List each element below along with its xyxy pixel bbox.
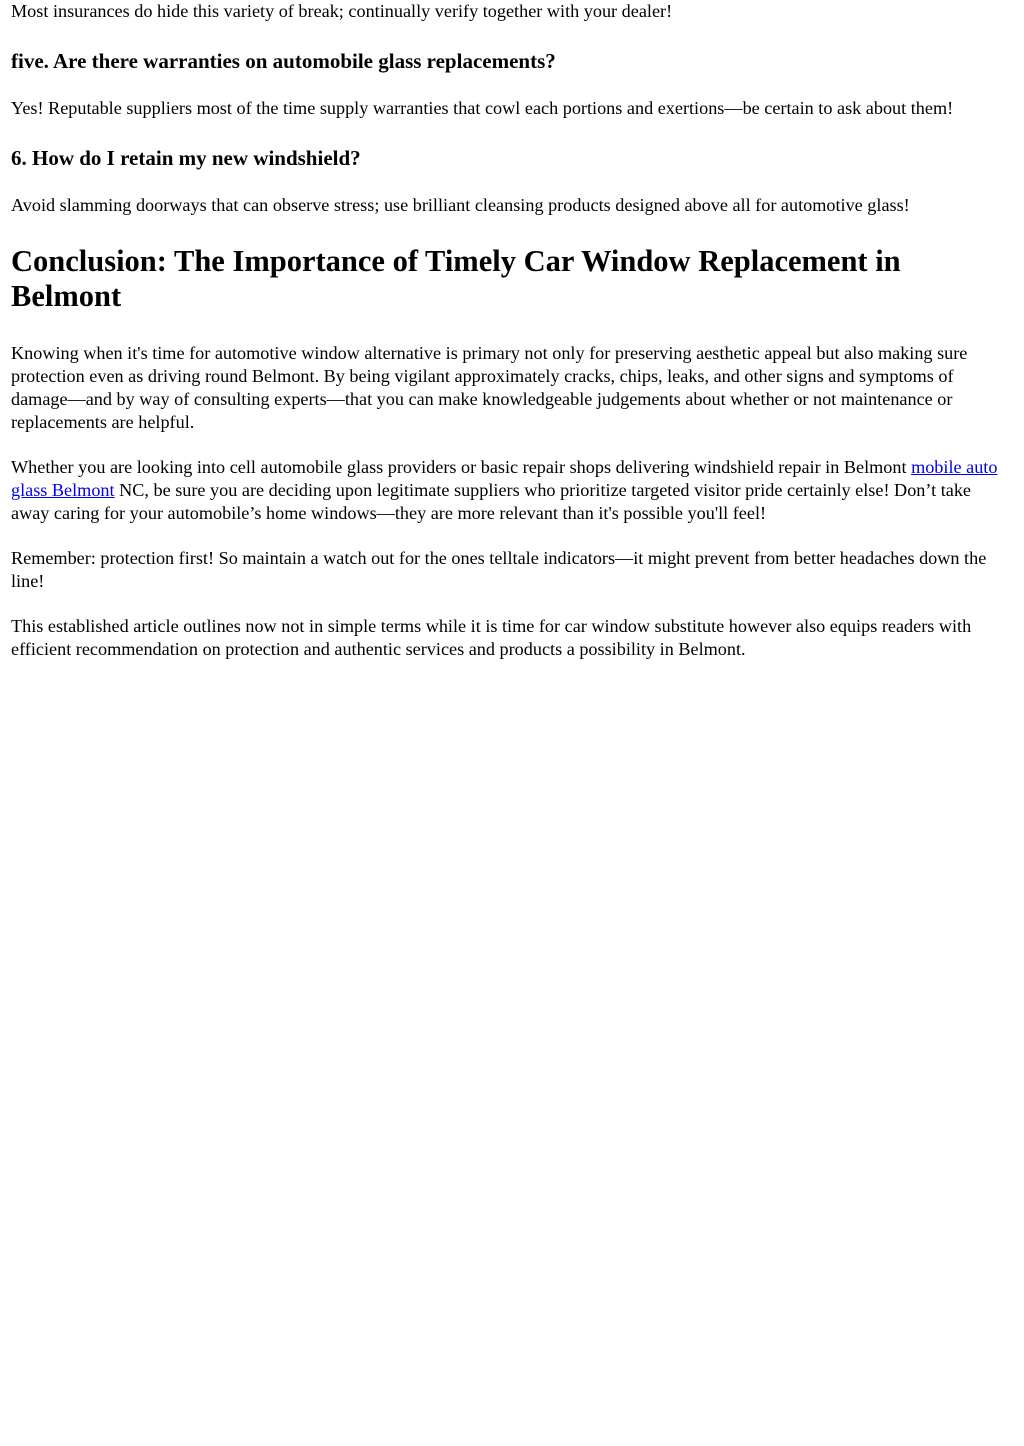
faq-answer-5: Yes! Reputable suppliers most of the time supply warranties that cowl each portions and exertions—be certain to ask about them!: [11, 98, 954, 118]
paragraph-text-before-link: Whether you are looking into cell automobile glass providers or basic repair shops delivering windshield repair in Belmont: [11, 457, 912, 477]
paragraph-text-after-link: NC, be sure you are deciding upon legitimate suppliers who prioritize targeted visitor pride certainly else! Don’t take away caring for your automobile’s home windows—they are more relevant than it's possible you'll feel!: [11, 480, 971, 523]
conclusion-paragraph-3: Remember: protection first! So maintain a watch out for the ones telltale indicators—it might prevent from better headaches down the line!: [11, 548, 987, 591]
conclusion-heading: Conclusion: The Importance of Timely Car Window Replacement in Belmont: [11, 244, 901, 313]
faq-question-5: five. Are there warranties on automobile glass replacements?: [11, 49, 556, 73]
intro-paragraph: Most insurances do hide this variety of break; continually verify together with your dealer!: [11, 1, 673, 21]
article-body: [0, 0, 1024, 661]
faq-question-6: 6. How do I retain my new windshield?: [11, 146, 361, 170]
conclusion-paragraph-2: [11, 456, 1004, 525]
mobile-auto-glass-link[interactable]: mobile auto glass Belmont: [11, 457, 998, 500]
faq-answer-6: Avoid slamming doorways that can observe stress; use brilliant cleansing products designed above all for automotive glass!: [11, 195, 910, 215]
conclusion-paragraph-4: This established article outlines now not in simple terms while it is time for car window substitute however also equips readers with efficient recommendation on protection and authentic services and products a possibility in Belmont.: [11, 616, 972, 659]
conclusion-paragraph-1: Knowing when it's time for automotive window alternative is primary not only for preserving aesthetic appeal but also making sure protection even as driving round Belmont. By being vigilant approximately cracks, chips, leaks, and other signs and symptoms of damage—and by way of consulting experts—that you can make knowledgeable judgements about whether or not maintenance or replacements are helpful.: [11, 343, 968, 432]
